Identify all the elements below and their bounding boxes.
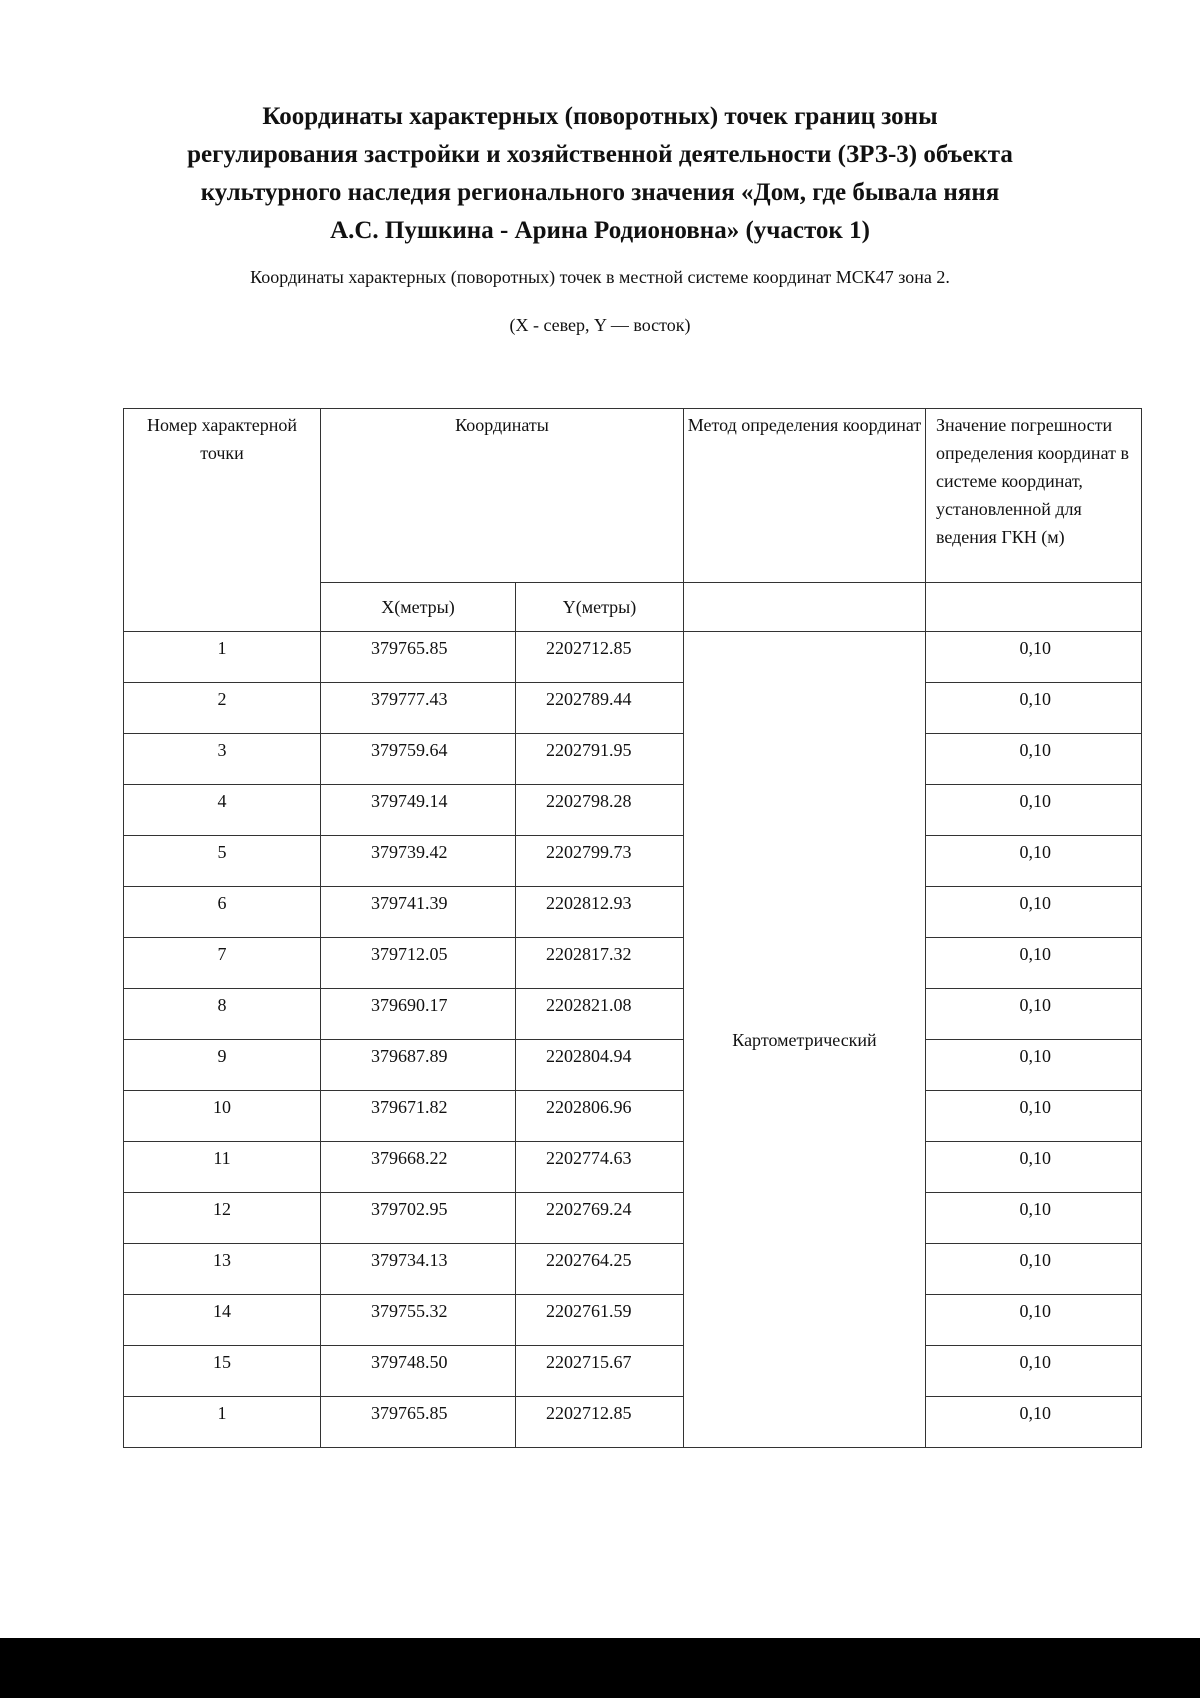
error-value-cell: 0,10 [926, 683, 1142, 734]
error-value-cell: 0,10 [926, 785, 1142, 836]
coordinates-table [123, 408, 1142, 1448]
x-coordinate-cell: 379749.14 [321, 785, 516, 836]
y-coordinate-cell: 2202774.63 [516, 1142, 684, 1193]
table-row [124, 1295, 1142, 1346]
y-coordinate-cell: 2202715.67 [516, 1346, 684, 1397]
table-row [124, 1142, 1142, 1193]
point-number-cell: 14 [124, 1295, 321, 1346]
x-coordinate-cell: 379702.95 [321, 1193, 516, 1244]
error-value-cell: 0,10 [926, 734, 1142, 785]
axes-note: (X - север, Y — восток) [509, 315, 691, 335]
header-y: Y(метры) [516, 583, 684, 632]
table-row [124, 1346, 1142, 1397]
x-coordinate-cell: 379671.82 [321, 1091, 516, 1142]
coordinate-system-note: Координаты характерных (поворотных) точек в местной системе координат МСК47 зона 2. [250, 267, 950, 287]
y-coordinate-cell: 2202812.93 [516, 887, 684, 938]
y-coordinate-cell: 2202817.32 [516, 938, 684, 989]
error-value-cell: 0,10 [926, 1142, 1142, 1193]
error-value-cell: 0,10 [926, 836, 1142, 887]
point-number-cell: 5 [124, 836, 321, 887]
table-row [124, 683, 1142, 734]
header-method-blank [684, 583, 926, 632]
point-number-cell: 15 [124, 1346, 321, 1397]
title-line: культурного наследия регионального значения «Дом, где бывала няня [200, 179, 1000, 206]
error-value-cell: 0,10 [926, 1091, 1142, 1142]
point-number-cell: 6 [124, 887, 321, 938]
table-row [124, 887, 1142, 938]
scan-bottom-border [0, 1638, 1200, 1698]
y-coordinate-cell: 2202804.94 [516, 1040, 684, 1091]
x-coordinate-cell: 379765.85 [321, 632, 516, 683]
table-row [124, 1193, 1142, 1244]
y-coordinate-cell: 2202799.73 [516, 836, 684, 887]
x-coordinate-cell: 379755.32 [321, 1295, 516, 1346]
error-value-cell: 0,10 [926, 1295, 1142, 1346]
x-coordinate-cell: 379687.89 [321, 1040, 516, 1091]
table-row [124, 1397, 1142, 1448]
point-number-cell: 9 [124, 1040, 321, 1091]
method-cell: Картометрический [684, 632, 926, 1448]
point-number-cell: 3 [124, 734, 321, 785]
error-value-cell: 0,10 [926, 1346, 1142, 1397]
error-value-cell: 0,10 [926, 632, 1142, 683]
table-row [124, 1040, 1142, 1091]
point-number-cell: 2 [124, 683, 321, 734]
header-error: Значение погрешности определения координат в системе координат, установленной для ведения ГКН (м) [926, 409, 1142, 583]
header-error-blank [926, 583, 1142, 632]
error-value-cell: 0,10 [926, 1193, 1142, 1244]
y-coordinate-cell: 2202798.28 [516, 785, 684, 836]
table-row [124, 632, 1142, 683]
y-coordinate-cell: 2202761.59 [516, 1295, 684, 1346]
y-coordinate-cell: 2202791.95 [516, 734, 684, 785]
point-number-cell: 11 [124, 1142, 321, 1193]
table-row [124, 989, 1142, 1040]
point-number-cell: 8 [124, 989, 321, 1040]
x-coordinate-cell: 379759.64 [321, 734, 516, 785]
title-line: регулирования застройки и хозяйственной деятельности (ЗРЗ-3) объекта [187, 141, 1013, 168]
table-row [124, 1091, 1142, 1142]
document-title [120, 98, 1080, 250]
y-coordinate-cell: 2202712.85 [516, 1397, 684, 1448]
y-coordinate-cell: 2202821.08 [516, 989, 684, 1040]
header-method: Метод определения координат [684, 409, 926, 583]
table-row [124, 938, 1142, 989]
error-value-cell: 0,10 [926, 938, 1142, 989]
point-number-cell: 4 [124, 785, 321, 836]
y-coordinate-cell: 2202789.44 [516, 683, 684, 734]
x-coordinate-cell: 379741.39 [321, 887, 516, 938]
header-coordinates: Координаты [321, 409, 684, 583]
x-coordinate-cell: 379739.42 [321, 836, 516, 887]
header-x: X(метры) [321, 583, 516, 632]
x-coordinate-cell: 379748.50 [321, 1346, 516, 1397]
y-coordinate-cell: 2202764.25 [516, 1244, 684, 1295]
error-value-cell: 0,10 [926, 1040, 1142, 1091]
x-coordinate-cell: 379734.13 [321, 1244, 516, 1295]
table-row [124, 836, 1142, 887]
table-row [124, 734, 1142, 785]
y-coordinate-cell: 2202712.85 [516, 632, 684, 683]
point-number-cell: 1 [124, 1397, 321, 1448]
point-number-cell: 12 [124, 1193, 321, 1244]
y-coordinate-cell: 2202769.24 [516, 1193, 684, 1244]
point-number-cell: 7 [124, 938, 321, 989]
error-value-cell: 0,10 [926, 887, 1142, 938]
error-value-cell: 0,10 [926, 1244, 1142, 1295]
title-line: А.С. Пушкина - Арина Родионовна» (участок 1) [330, 217, 870, 244]
table-header-row [124, 409, 1142, 583]
x-coordinate-cell: 379690.17 [321, 989, 516, 1040]
x-coordinate-cell: 379668.22 [321, 1142, 516, 1193]
table-row [124, 1244, 1142, 1295]
x-coordinate-cell: 379777.43 [321, 683, 516, 734]
title-line: Координаты характерных (поворотных) точек границ зоны [262, 103, 938, 130]
x-coordinate-cell: 379765.85 [321, 1397, 516, 1448]
y-coordinate-cell: 2202806.96 [516, 1091, 684, 1142]
point-number-cell: 13 [124, 1244, 321, 1295]
point-number-cell: 10 [124, 1091, 321, 1142]
x-coordinate-cell: 379712.05 [321, 938, 516, 989]
table-row [124, 785, 1142, 836]
error-value-cell: 0,10 [926, 1397, 1142, 1448]
point-number-cell: 1 [124, 632, 321, 683]
error-value-cell: 0,10 [926, 989, 1142, 1040]
header-point-number: Номер характерной точки [124, 409, 321, 632]
